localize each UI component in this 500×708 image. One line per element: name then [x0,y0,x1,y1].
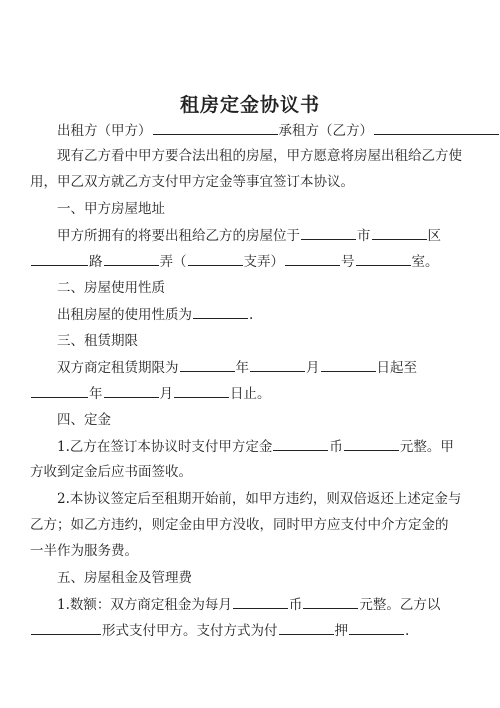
number-blank[interactable] [285,251,340,266]
deposit-line-1 [30,436,500,457]
pay-months-blank[interactable] [279,620,334,635]
road-blank[interactable] [31,251,88,266]
room-label: 室。 [411,254,439,270]
rent-amount-blank[interactable] [303,594,358,609]
end-day-blank[interactable] [174,383,229,398]
pledge-months-blank[interactable] [349,620,404,635]
payment-text: 形式支付甲方。支付方式为付 [102,623,278,639]
deposit-currency-blank[interactable] [273,436,328,451]
payment-form-blank[interactable] [31,620,101,635]
section-5-heading: 五、房屋租金及管理费 [57,570,192,586]
intro-line-1: 现有乙方看中甲方要合法出租的房屋，甲方愿意将房屋出租给乙方使 [57,148,462,164]
district-label: 区 [427,228,441,244]
address-line-2 [30,251,480,272]
usage-blank[interactable] [193,304,248,319]
start-day-label: 日起至 [376,360,417,376]
address-line-1 [30,225,500,246]
start-month-blank[interactable] [250,357,305,372]
section-1-heading: 一、甲方房屋地址 [57,201,165,217]
section-2-heading: 二、房屋使用性质 [57,280,165,296]
usage-line [30,304,500,325]
usage-end: . [249,307,254,323]
start-year-blank[interactable] [180,357,235,372]
end-year-label: 年 [89,386,103,402]
deposit-pledge-label: 押 [334,623,348,639]
district-blank[interactable] [372,225,427,240]
rent-currency-blank[interactable] [233,594,288,609]
usage-text: 出租房屋的使用性质为 [57,307,192,323]
lessor-label: 出租方（甲方） [57,123,152,139]
section-3-heading: 三、租赁期限 [57,333,138,349]
rent-yuan-label: 元整。乙方以 [359,597,441,613]
rent-currency-label: 币 [288,597,303,613]
deposit-currency-label: 币 [329,439,343,455]
section-4-heading: 四、定金 [57,412,111,428]
branch-lane-label: 支弄） [243,254,284,270]
city-label: 市 [357,228,371,244]
road-label: 路 [89,254,103,270]
rent-text: 1.数额：双方商定租金为每月 [57,597,232,613]
number-label: 号 [341,254,355,270]
breach-line-1: 2.本协议签定后至租期开始前，如甲方违约，则双倍返还上述定金与 [57,491,462,507]
end-month-label: 月 [159,386,173,402]
term-line-2 [30,383,480,404]
deposit-text: 1.乙方在签订本协议时支付甲方定金 [57,439,273,455]
rent-line-2 [30,620,480,641]
lessor-blank[interactable] [153,120,278,135]
room-blank[interactable] [356,251,411,266]
term-text: 双方商定租赁期限为 [57,360,179,376]
lane-blank[interactable] [104,251,159,266]
end-year-blank[interactable] [31,383,88,398]
start-day-blank[interactable] [321,357,376,372]
breach-line-3: 一半作为服务费。 [30,543,138,559]
parties-line [30,120,500,141]
start-year-label: 年 [235,360,249,376]
rent-line-1 [30,594,500,615]
intro-line-2: 用，甲乙双方就乙方支付甲方定金等事宜签订本协议。 [30,174,354,190]
start-month-label: 月 [306,360,320,376]
branch-lane-blank[interactable] [188,251,243,266]
term-line-1 [30,357,500,378]
deposit-line-2: 方收到定金后应书面签收。 [30,464,192,480]
page-title: 租房定金协议书 [179,94,320,116]
end-month-blank[interactable] [104,383,159,398]
city-blank[interactable] [301,225,356,240]
deposit-yuan-label: 元整。甲 [399,439,454,455]
rent-end: . [405,623,410,639]
lane-label: 弄（ [159,254,187,270]
lessee-label: 承租方（乙方） [278,123,373,139]
breach-line-2: 乙方；如乙方违约，则定金由甲方没收，同时甲方应支付中介方定金的 [30,517,449,533]
address-text: 甲方所拥有的将要出租给乙方的房屋位于 [57,228,300,244]
deposit-amount-blank[interactable] [344,436,399,451]
end-day-label: 日止。 [230,386,271,402]
lessee-blank[interactable] [374,120,499,135]
